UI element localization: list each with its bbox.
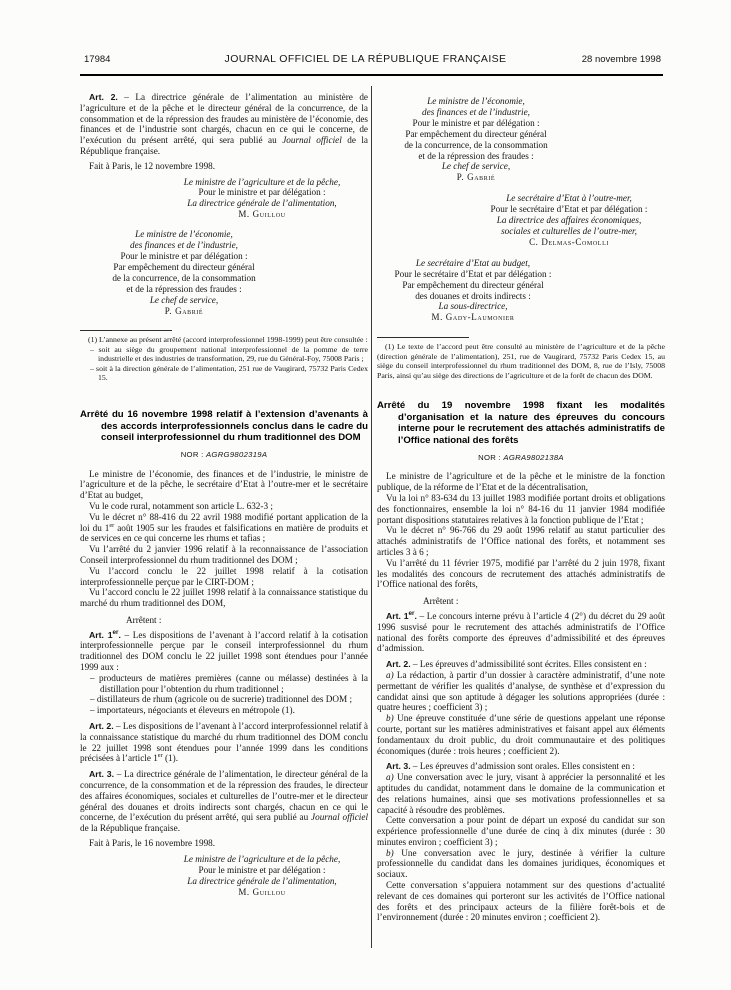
- text-segment: – importateurs, négociants et éleveurs en métropole (1).: [90, 705, 295, 716]
- text-segment: – Le concours interne prévu à l’article 4 (2°) du décret du 29 août 1996 susvisé pour le recrutement des attachés administratifs de l’Office national des forêts comporte des épreuves d’admissibilité et des épreuves d’admission.: [377, 610, 665, 654]
- text-segment: .: [118, 629, 121, 640]
- signature-line: des douanes et droits indirects :: [415, 290, 531, 301]
- signature-line: Par empêchement du directeur général: [113, 261, 255, 272]
- paragraph: [80, 721, 368, 764]
- text-segment: Vu l’accord conclu le 22 juillet 1998 relatif à la cotisation interprofessionnelle perçue par le CIRT-DOM ;: [80, 565, 368, 587]
- paragraph: [80, 587, 368, 609]
- nor-reference: [377, 453, 665, 464]
- text-segment: Journal officiel: [282, 135, 342, 146]
- arrete-title: Arrêté du 16 novembre 1998 relatif à l’extension d’avenants à des accords interprofessionnels conclus dans le cadre du conseil interprofessionnel du rhum traditionnel des DOM: [80, 408, 368, 444]
- text-segment: (1).: [162, 753, 179, 764]
- signature-line: C. Delmas-Comolli: [529, 236, 609, 247]
- signature-line: sociales et culturelles de l’outre-mer,: [501, 225, 637, 236]
- nor-label: NOR :: [180, 449, 206, 459]
- text-segment: Vu la loi n° 83-634 du 13 juillet 1983 modifiée portant droits et obligations des fonctionnaires, ensemble la loi n° 84-16 du 11 janvier 1984 modifiée portant dispositions statutaires relatives à la fonction publique de l’Etat ;: [377, 492, 665, 525]
- signature-line: de la concurrence, de la consommation: [112, 272, 256, 283]
- footnote-paragraph: [377, 342, 665, 380]
- text-segment: er: [408, 609, 415, 617]
- signature-line: Pour le secrétaire d’Etat et par délégation :: [490, 204, 648, 215]
- text-segment: Art. 2.: [386, 659, 411, 670]
- text-segment: – producteurs de matières premières (canne ou mélasse) destinées à la distillation pour l’obtention du rhum traditionnel ;: [90, 672, 368, 694]
- signature-line: Le secrétaire d’Etat à l’outre-mer,: [506, 193, 632, 204]
- text-segment: de la République française.: [80, 823, 180, 834]
- text-segment: Art. 1: [89, 629, 113, 640]
- nor-value: AGRG9802319A: [206, 449, 268, 459]
- signature-line: Le ministre de l’agriculture et de la pêche,: [183, 176, 341, 187]
- text-segment: – distillateurs de rhum (agricole ou de sucrerie) traditionnel des DOM ;: [90, 694, 353, 705]
- dash-list-item: [80, 705, 368, 716]
- text-segment: Cette conversation a pour point de départ un exposé du candidat sur son expérience professionnelle d’une durée de cinq à dix minutes (durée : 30 minutes environ ; coefficient 3) ;: [377, 815, 665, 847]
- signature-block: [425, 193, 713, 248]
- signature-line: Par empêchement du directeur général: [405, 128, 547, 139]
- text-segment: La rédaction, à partir d’un dossier à caractère administratif, d’une note permettant de vérifier les qualités d’analyse, de synthèse et d’expression du candidat ainsi que son aptitude à dégager les solutions appropriées (durée : quatre heures ; coefficient 3) ;: [377, 669, 665, 713]
- signature-line: Par empêchement du directeur général: [402, 279, 544, 290]
- nor-value: AGRA9802138A: [503, 452, 564, 462]
- text-segment: Vu l’arrêté du 11 février 1975, modifié par l’arrêté du 2 juin 1978, fixant les modalités des concours de recrutement des attachés administratifs de l’Office national des forêts,: [377, 557, 665, 590]
- nor-reference: [80, 450, 368, 461]
- text-segment: Vu le décret n° 88-416 du 22 avril 1988 modifié portant application de la loi du 1: [80, 511, 368, 533]
- text-segment: b): [386, 713, 394, 724]
- paragraph: [80, 501, 368, 512]
- text-segment: Cette conversation s’appuiera notamment sur des questions d’actualité relevant de ces domaines qui porteront sur les activités de l’Office national des forêts et des principaux acteurs de la filière forêt-bois et de l’environnement (durée : 20 minutes environ ; coefficient 2).: [377, 880, 665, 923]
- paragraph: [377, 848, 665, 880]
- signature-line: La directrice générale de l’alimentation,: [187, 198, 337, 209]
- paragraph: [80, 469, 368, 501]
- text-segment: – soit à la direction générale de l’alimentation, 251 rue de Vaugirard, 75732 Paris Cedex 15.: [90, 363, 368, 383]
- right-column: [377, 92, 665, 923]
- paragraph: [377, 880, 665, 923]
- text-segment: Le ministre de l’agriculture et de la pêche et le ministre de la fonction publique, de la réforme de l’Etat et de la décentralisation,: [377, 471, 665, 493]
- signature-line: Pour le ministre et par délégation :: [198, 187, 326, 198]
- text-segment: Journal officiel: [311, 812, 368, 823]
- page-number: 17984: [84, 54, 111, 65]
- paragraph: [80, 566, 368, 588]
- text-segment: Art. 3.: [386, 761, 411, 772]
- text-segment: (1) L’annexe au présent arrêté (accord interprofessionnel 1998-1999) peut être consultée :: [88, 335, 368, 345]
- text-segment: .: [414, 610, 417, 621]
- issue-date: 28 novembre 1998: [581, 54, 661, 65]
- signature-line: des finances et de l’industrie,: [130, 240, 238, 251]
- paragraph: [80, 769, 368, 834]
- signature-line: La directrice des affaires économiques,: [496, 215, 642, 226]
- text-segment: Vu l’arrêté du 2 janvier 1996 relatif à la reconnaissance de l’association Conseil interprofessionnel du rhum traditionnel des DOM ;: [80, 544, 368, 565]
- text-segment: Une conversation avec le jury, destinée à vérifier la culture professionnelle du candidat dans les domaines juridiques, économiques et sociaux.: [377, 847, 665, 880]
- text-segment: Art. 3.: [89, 769, 115, 780]
- signature-line: Pour le secrétaire d’Etat et par délégation :: [394, 268, 552, 279]
- paragraph: [377, 815, 665, 847]
- signature-line: Le ministre de l’économie,: [135, 229, 233, 240]
- footnote-rule: [80, 330, 172, 331]
- signature-line: M. Gady-Laumonier: [431, 312, 515, 323]
- signature-line: et de la répression des fraudes :: [126, 283, 242, 294]
- text-segment: – Les épreuves d’admission sont orales. Elles consistent en :: [410, 761, 635, 772]
- paragraph: [377, 761, 665, 772]
- text-segment: Fait à Paris, le 16 novembre 1998.: [89, 838, 216, 849]
- text-segment: Fait à Paris, le 12 novembre 1998.: [89, 160, 216, 171]
- paragraph: [80, 512, 368, 544]
- signature-block: [329, 258, 617, 323]
- signature-line: La directrice générale de l’alimentation,: [187, 875, 337, 886]
- text-segment: Vu l’accord conclu le 22 juillet 1998 relatif à la connaissance statistique du marché du rhum traditionnel des DOM,: [80, 587, 368, 609]
- left-column: [80, 92, 368, 897]
- signature-line: P. Gabrié: [456, 172, 496, 183]
- paragraph: [377, 713, 665, 756]
- footnote-rule: [377, 337, 469, 338]
- signature-line: Pour le ministre et par délégation :: [412, 117, 540, 128]
- paragraph: [377, 659, 665, 670]
- nor-label: NOR :: [478, 452, 504, 462]
- text-segment: Le ministre de l’économie, des finances et de l’industrie, le ministre de l’agriculture et de la pêche, le secrétaire d’Etat à l’outre-mer et le secrétaire d’Etat au budget,: [80, 468, 368, 501]
- signature-line: Le ministre de l’économie,: [427, 96, 525, 106]
- text-segment: er: [109, 521, 115, 529]
- paragraph: [80, 92, 368, 157]
- dash-list-item: [80, 694, 368, 705]
- text-segment: – Les dispositions de l’avenant à l’accord interprofessionnel relatif à la connaissance statistique du marché du rhum traditionnel des DOM conclu le 22 juillet 1998 sont étendues pour l’année 1999 dans les conditions précisées à l’article 1: [80, 721, 368, 764]
- signature-line: Le chef de service,: [149, 294, 219, 305]
- arrete-title: Arrêté du 19 novembre 1998 fixant les modalités d’organisation et la nature des épreuves du concours interne pour le recrutement des attachés administratifs de l’Office national des forêts: [377, 400, 665, 446]
- paragraph: [377, 525, 665, 557]
- text-segment: er: [112, 628, 119, 636]
- paragraph: [80, 161, 368, 172]
- footnote-item: [80, 364, 368, 383]
- paragraph: [80, 838, 368, 849]
- arretent-line: Arrêtent :: [126, 614, 162, 625]
- paragraph: [80, 630, 368, 673]
- signature-block: [332, 96, 620, 183]
- text-segment: er: [157, 752, 163, 760]
- arretent-line: Arrêtent :: [423, 596, 459, 607]
- paragraph: [80, 544, 368, 566]
- paragraph: [377, 670, 665, 713]
- text-segment: – La directrice générale de l’alimentation, le directeur général de la concurrence, de la consommation et de la répression des fraudes, le directeur des affaires économiques, sociales et culturelles de l’outre-mer et le directeur général des douanes et droits indirects sont chargés, chacun en ce qui le concerne, de l’exécution du présent arrêté, qui sera publié au: [80, 769, 368, 823]
- signature-line: Le ministre de l’agriculture et de la pêche,: [183, 853, 341, 864]
- signature-line: La sous-directrice,: [438, 301, 508, 312]
- text-segment: Art. 1: [386, 610, 409, 621]
- signature-line: de la concurrence, de la consommation: [404, 139, 548, 150]
- paragraph: [377, 471, 665, 493]
- paragraph: [377, 493, 665, 525]
- signature-line: Pour le ministre et par délégation :: [198, 864, 326, 875]
- text-segment: a): [386, 669, 394, 680]
- text-segment: b): [386, 847, 394, 858]
- text-segment: Vu le décret n° 96-766 du 29 août 1996 relatif au statut particulier des attachés administratifs de l’Office national des forêts, et notamment ses articles 3 à 6 ;: [377, 525, 665, 557]
- text-segment: Art. 2.: [89, 92, 118, 102]
- paragraph: [377, 772, 665, 815]
- text-segment: (1) Le texte de l’accord peut être consulté au ministère de l’agriculture et de la pêche (direction générale de l’alimentation), 251, rue de Vaugirard, 75732 Paris Cedex 15, au siège du conseil interprofessionnel du rhum traditionnel des DOM, 8, rue de l’Isly, 75008 Paris, ainsi qu’au siège des directions de l’agriculture et de la forêt de chacun des DOM.: [377, 342, 665, 380]
- signature-block: [40, 229, 328, 316]
- text-segment: a): [386, 772, 394, 783]
- paragraph: [377, 611, 665, 654]
- signature-block: [118, 854, 406, 898]
- signature-line: M. Guillou: [238, 886, 286, 897]
- text-segment: Une conversation avec le jury, visant à apprécier la personnalité et les aptitudes du candidat, notamment dans le domaine de la communication et des relations humaines, ainsi que ses motivations professionnelles et sa capacité à résoudre des problèmes.: [377, 772, 665, 815]
- text-segment: Une épreuve constituée d’une série de questions appelant une réponse courte, portant sur les matières administratives et faisant appel aux éléments fondamentaux du droit public, du droit communautaire et des politiques économiques (durée : trois heures ; coefficient 2).: [377, 713, 665, 756]
- footnote-item: [80, 345, 368, 364]
- text-segment: de la République française.: [80, 135, 369, 156]
- signature-line: Le chef de service,: [441, 161, 511, 172]
- journal-title: JOURNAL OFFICIEL DE LA RÉPUBLIQUE FRANÇAISE: [224, 53, 507, 65]
- signature-line: et de la répression des fraudes :: [418, 150, 534, 161]
- footnote-paragraph: [80, 335, 368, 345]
- text-segment: – soit au siège du groupement national interprofessionnel de la pomme de terre industrielle et des industries de transformation, 29, rue du Général-Foy, 75008 Paris ;: [90, 344, 368, 364]
- text-segment: août 1905 sur les fraudes et falsifications en matière de produits et de services en ce qui concerne les rhums et tafias ;: [80, 522, 368, 544]
- dash-list-item: [80, 673, 368, 695]
- text-segment: – Les dispositions de l’avenant à l’accord relatif à la cotisation interprofessionnelle perçue par le conseil interprofessionnel du rhum traditionnel des DOM conclu le 22 juillet 1998 sont étendues pour l’année 1999 aux :: [80, 629, 368, 673]
- text-segment: – Les épreuves d’admissibilité sont écrites. Elles consistent en :: [410, 659, 647, 670]
- text-segment: Art. 2.: [89, 721, 114, 732]
- paragraph: [377, 558, 665, 590]
- text-segment: Vu le code rural, notamment son article L. 632-3 ;: [89, 500, 273, 511]
- header-rule: [80, 74, 663, 76]
- signature-line: des finances et de l’industrie,: [422, 106, 530, 117]
- signature-line: M. Guillou: [238, 209, 286, 220]
- signature-line: P. Gabrié: [164, 305, 204, 316]
- text-segment: – La directrice générale de l’alimentation au ministère de l’agriculture et de la pêche et le directeur général de la concurrence, de la consommation et de la répression des fraudes au ministère de l’économie, des finances et de l’industrie sont chargés, chacun en ce qui le concerne, de l’exécution du présent arrêté, qui sera publié au: [80, 92, 368, 146]
- signature-line: Le secrétaire d’Etat au budget,: [415, 257, 531, 268]
- signature-line: Pour le ministre et par délégation :: [120, 251, 248, 262]
